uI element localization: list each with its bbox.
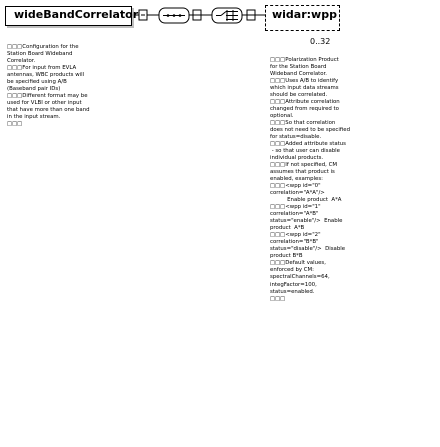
root-element-name: wideBandCorrelator	[14, 8, 139, 21]
root-annotation: □□□Configuration for the Station Board Wideband Correlator. □□□For input from EVLA antennas, WBC products will be specified using A/B (Baseband pair IDs) □□□Different format may be used for VLBI or other input that have more than one band in the input stream. □□□	[7, 44, 90, 128]
root-collapse-toggle[interactable]	[139, 10, 147, 20]
child-element-name: widar:wpp	[272, 8, 337, 21]
child-occurrence: 0..32	[310, 37, 331, 46]
sequence-compositor-icon	[159, 8, 189, 23]
child-annotation: □□□Polarization Product for the Station Board Wideband Correlator. □□□Uses A/B to identify which input data streams should be correlated. □□□Attribute correlation changed from required to optional. □□□So that correlation does not need to be specified for status=disable. □□□Added attribute status - so that user can disable individual products. □□□If not specified, CM assumes that product is enabled, examples: □□□<wpp id="0" correlation="A*A"/> Enable product A*A □□□<wpp id="1" correlation="A*B" status="enable"/> Enable product A*B □□□<wpp id="2" correlation="B*B" status="disable"/> Disable product B*B □□□Default values, enforced by CM: spectralChannels=64, integFactor=100, status=enabled. □□□	[270, 57, 351, 302]
choice-compositor-icon	[212, 8, 242, 23]
